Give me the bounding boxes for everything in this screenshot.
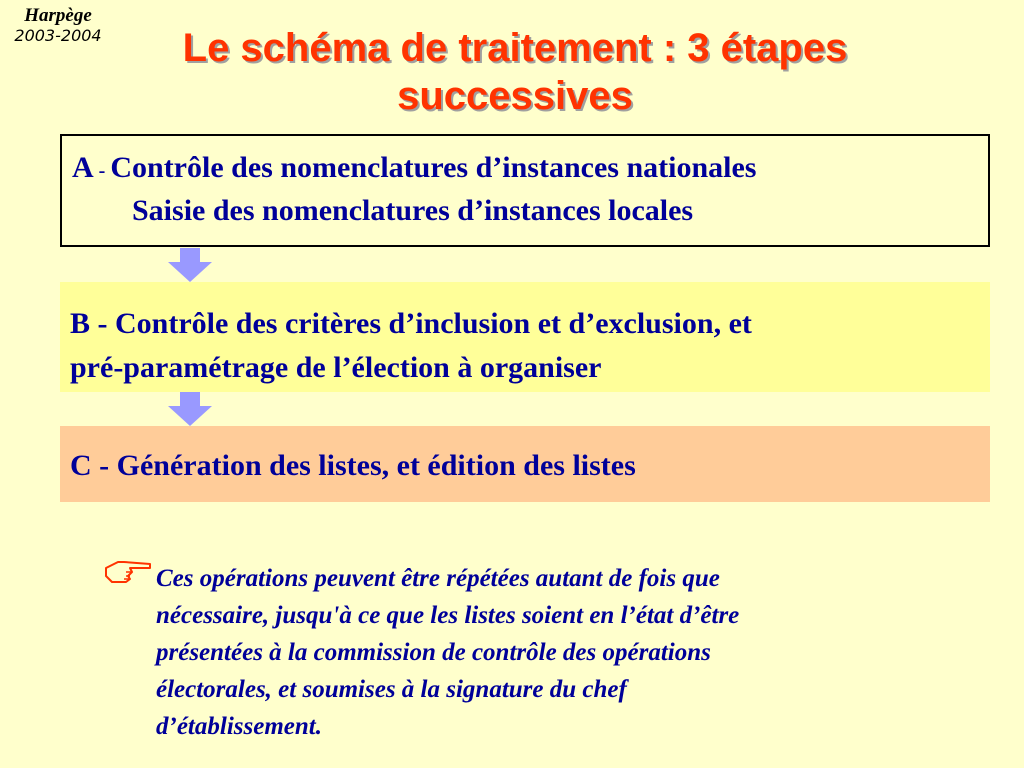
step-a-dash: - bbox=[93, 160, 111, 182]
note-line: Ces opérations peuvent être répétées autant de fois que bbox=[156, 565, 720, 592]
step-a-line2: Saisie des nomenclatures d’instances locales bbox=[132, 194, 694, 227]
step-c-text: C - Génération des listes, et édition des listes bbox=[70, 449, 636, 482]
step-a-letter: A bbox=[72, 151, 94, 184]
step-b-box bbox=[60, 282, 990, 392]
slide-title-line1: Le schéma de traitement : 3 étapes bbox=[182, 26, 848, 70]
down-arrow-icon bbox=[168, 392, 212, 426]
slide-title-line2: successives bbox=[397, 74, 633, 118]
note-line: d’établissement. bbox=[156, 713, 322, 740]
note-text bbox=[156, 560, 976, 745]
brand-logo bbox=[8, 6, 108, 46]
note-line: présentées à la commission de contrôle des opérations bbox=[156, 639, 711, 666]
step-a-line1: Contrôle des nomenclatures d’instances nationales bbox=[110, 151, 757, 184]
step-c-box bbox=[60, 426, 990, 502]
step-b-line2: pré-paramétrage de l’élection à organiser bbox=[70, 351, 602, 384]
brand-years: 2003-2004 bbox=[14, 26, 102, 45]
note-line: nécessaire, jusqu'à ce que les listes soient en l’état d’être bbox=[156, 602, 740, 629]
step-a-box bbox=[60, 134, 990, 247]
note-line: électorales, et soumises à la signature du chef bbox=[156, 676, 627, 703]
pointing-hand-icon bbox=[104, 556, 152, 584]
down-arrow-icon bbox=[168, 248, 212, 282]
step-b-line1: B - Contrôle des critères d’inclusion et d’exclusion, et bbox=[70, 307, 752, 340]
slide-title bbox=[110, 24, 920, 120]
brand-name: Harpège bbox=[24, 5, 92, 26]
